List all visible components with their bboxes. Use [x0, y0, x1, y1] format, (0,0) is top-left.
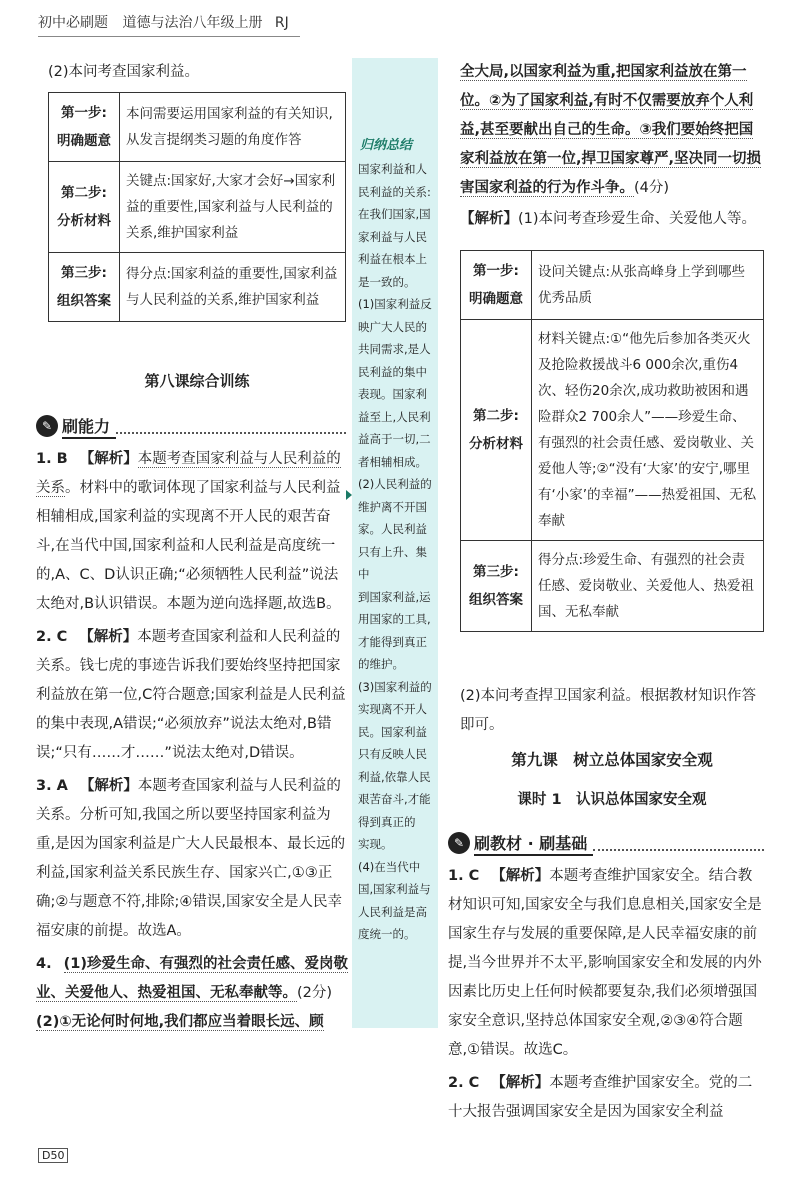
- step-body: 得分点:国家利益的重要性,国家利益与人民利益的关系,维护国家利益: [120, 253, 346, 322]
- sidebar-line: 得到真正的: [358, 814, 416, 829]
- table-row: [49, 162, 346, 253]
- left-intro: (2)本问考查国家利益。: [48, 64, 200, 80]
- right-questions: [448, 862, 764, 1127]
- sidebar-line: 国,国家利益与: [358, 882, 431, 896]
- sidebar-line: (1)国家利益反: [358, 297, 432, 311]
- step-head: 第二步: 分析材料: [461, 320, 532, 541]
- step-body: 关键点:国家好,大家才会好→国家利益的重要性,国家利益与人民利益的关系,维护国家利益: [120, 162, 346, 253]
- sidebar-line: 利益,依靠人民: [358, 769, 431, 784]
- header-title: 初中必刷题: [38, 15, 108, 31]
- right-continuation: 全大局,以国家利益为重,把国家利益放在第一位。②为了国家利益,有时不仅需要放弃个人利益,甚至要献出自己的生命。③我们要始终把国家利益放在第一位,捍卫国家尊严,坚决同一切损害国家利益的行为作斗争。(4分) 【解析】(1)本问考查珍爱生命、关爱他人等。: [460, 64, 762, 227]
- table-row: [49, 93, 346, 162]
- sidebar-line: (2)人民利益的: [358, 477, 432, 491]
- sidebar-line: 实现离不开人: [358, 702, 427, 716]
- table-row: [461, 251, 764, 320]
- sidebar-line: 只有反映人民: [358, 747, 427, 761]
- sidebar-line: 民。国家利益: [358, 724, 427, 739]
- sidebar-line: 只有上升、集中: [358, 544, 427, 581]
- right-q2-note: (2)本问考查捍卫国家利益。根据教材知识作答即可。: [460, 688, 757, 733]
- step-body: 材料关键点:①“他先后参加各类灭火及抢险救援战斗6 000余次,重伤4次、轻伤20余次,成功救助被困和遇险群众2 700余人”——珍爱生命、有强烈的社会责任感、爱岗敬业、关爱他人等;②“没有‘大家’的安宁,哪里有‘小家’的幸福”——热爱祖国、无私奉献: [532, 320, 764, 541]
- left-steps-table: [48, 92, 346, 322]
- sidebar-line: 的维护。: [358, 657, 404, 671]
- sidebar-line: (4)在当代中: [358, 859, 421, 874]
- badge-ability: ✎ 刷能力: [36, 413, 346, 439]
- step-head: 第一步: 明确题意: [49, 93, 120, 162]
- sidebar-line: 用国家的工具,: [358, 612, 431, 626]
- lesson9-subtitle: 课时 1 认识总体国家安全观: [517, 792, 707, 808]
- sidebar-line: 家利益与人民: [358, 229, 427, 244]
- lesson9-title: 第九课 树立总体国家安全观: [511, 751, 713, 769]
- sidebar-line: 利益在根本上: [358, 252, 427, 266]
- step-body: 设问关键点:从张高峰身上学到哪些优秀品质: [532, 251, 764, 320]
- summary-sidebar: [352, 58, 438, 1028]
- sidebar-line: 益至上,人民利: [358, 409, 431, 424]
- question-2: 2. C 【解析】本题考查维护国家安全。党的二十大报告强调国家安全是因为国家安全利益: [448, 1075, 753, 1120]
- step-body: 得分点:珍爱生命、有强烈的社会责任感、爱岗敬业、关爱他人、热爱祖国、无私奉献: [532, 541, 764, 632]
- header-rule: [38, 36, 300, 37]
- step-body: 本问需要运用国家利益的有关知识,从发言提纲类习题的角度作答: [120, 93, 346, 162]
- sidebar-line: 国家利益和人: [358, 162, 427, 176]
- sidebar-line: 才能得到真正: [358, 634, 427, 649]
- sidebar-line: (3)国家利益的: [358, 679, 432, 694]
- sidebar-line: 共同需求,是人: [358, 342, 431, 356]
- question-1: 1. B 【解析】本题考查国家利益与人民利益的关系。材料中的歌词体现了国家利益与人民利益相辅相成,国家利益的实现离不开人民的艰苦奋斗,在当代中国,国家利益和人民利益是高度统一的,A、C、D认识正确;“必须牺牲人民利益”说法太绝对,B认识错误。本题为逆向选择题,故选B。: [36, 451, 341, 612]
- lesson-title: 第八课综合训练: [144, 372, 250, 390]
- sidebar-title: 归纳总结: [360, 138, 413, 153]
- question-4: 4. (1)珍爱生命、有强烈的社会责任感、爱岗敬业、关爱他人、热爱祖国、无私奉献等。(2分) (2)①无论何时何地,我们都应当着眼长远、顾: [36, 956, 348, 1030]
- sidebar-line: 家。人民利益: [358, 522, 427, 536]
- right-steps-table: [460, 250, 764, 632]
- sidebar-text: [358, 158, 434, 946]
- book-icon: ✎: [448, 832, 470, 854]
- table-row: [461, 320, 764, 541]
- question-2: 2. C 【解析】本题考查国家利益和人民利益的关系。钱七虎的事迹告诉我们要始终坚持把国家利益放在第一位,C符合题意;国家利益是人民利益的集中表现,A错误;“必须放弃”说法太绝对,B错误;“只有……才……”说法太绝对,D错误。: [36, 629, 346, 761]
- sidebar-line: 到国家利益,运: [358, 589, 431, 604]
- pointer-arrow-icon: [346, 490, 352, 500]
- sidebar-line: 维护离不开国: [358, 499, 427, 514]
- question-1: 1. C 【解析】本题考查维护国家安全。结合教材知识可知,国家安全与我们息息相关,国家安全是国家生存与发展的重要保障,是人民幸福安康的前提,当今世界并不太平,影响国家安全和发展的内外因素比历史上任何时候都要复杂,我们必须增强国家安全意识,坚持总体国家安全观,②③④符合题意,①错误。故选C。: [448, 868, 762, 1058]
- sidebar-line: 映广大人民的: [358, 319, 427, 334]
- sidebar-line: 人民利益是高: [358, 904, 427, 919]
- sidebar-line: 度统一的。: [358, 927, 416, 941]
- step-head: 第二步: 分析材料: [49, 162, 120, 253]
- sidebar-line: 民利益的关系:: [358, 184, 431, 199]
- step-head: 第三步: 组织答案: [461, 541, 532, 632]
- sidebar-line: 是一致的。: [358, 274, 416, 289]
- sidebar-line: 实现。: [358, 837, 393, 851]
- book-icon: ✎: [36, 415, 58, 437]
- step-head: 第三步: 组织答案: [49, 253, 120, 322]
- sidebar-line: 表现。国家利: [358, 387, 427, 401]
- table-row: [49, 253, 346, 322]
- header-subject: 道德与法治八年级上册: [122, 15, 263, 31]
- sidebar-line: 者相辅相成。: [358, 454, 427, 469]
- step-head: 第一步: 明确题意: [461, 251, 532, 320]
- sidebar-line: 民利益的集中: [358, 364, 427, 379]
- page-header: [38, 12, 289, 32]
- header-edition: RJ: [274, 15, 289, 31]
- page-number: D50: [38, 1148, 68, 1163]
- sidebar-line: 益高于一切,二: [358, 432, 431, 446]
- question-3: 3. A 【解析】本题考查国家利益与人民利益的关系。分析可知,我国之所以要坚持国家利益为重,是因为国家利益是广大人民最根本、最长远的利益,国家利益关系民族生存、国家兴亡,①③正确;②与题意不符,排除;④错误,国家安全是人民幸福安康的前提。故选A。: [36, 778, 346, 939]
- sidebar-line: 在我们国家,国: [358, 207, 431, 221]
- badge-textbook: ✎ 刷教材 · 刷基础: [448, 830, 764, 856]
- sidebar-line: 艰苦奋斗,才能: [358, 792, 431, 806]
- left-questions: [36, 445, 348, 1037]
- table-row: [461, 541, 764, 632]
